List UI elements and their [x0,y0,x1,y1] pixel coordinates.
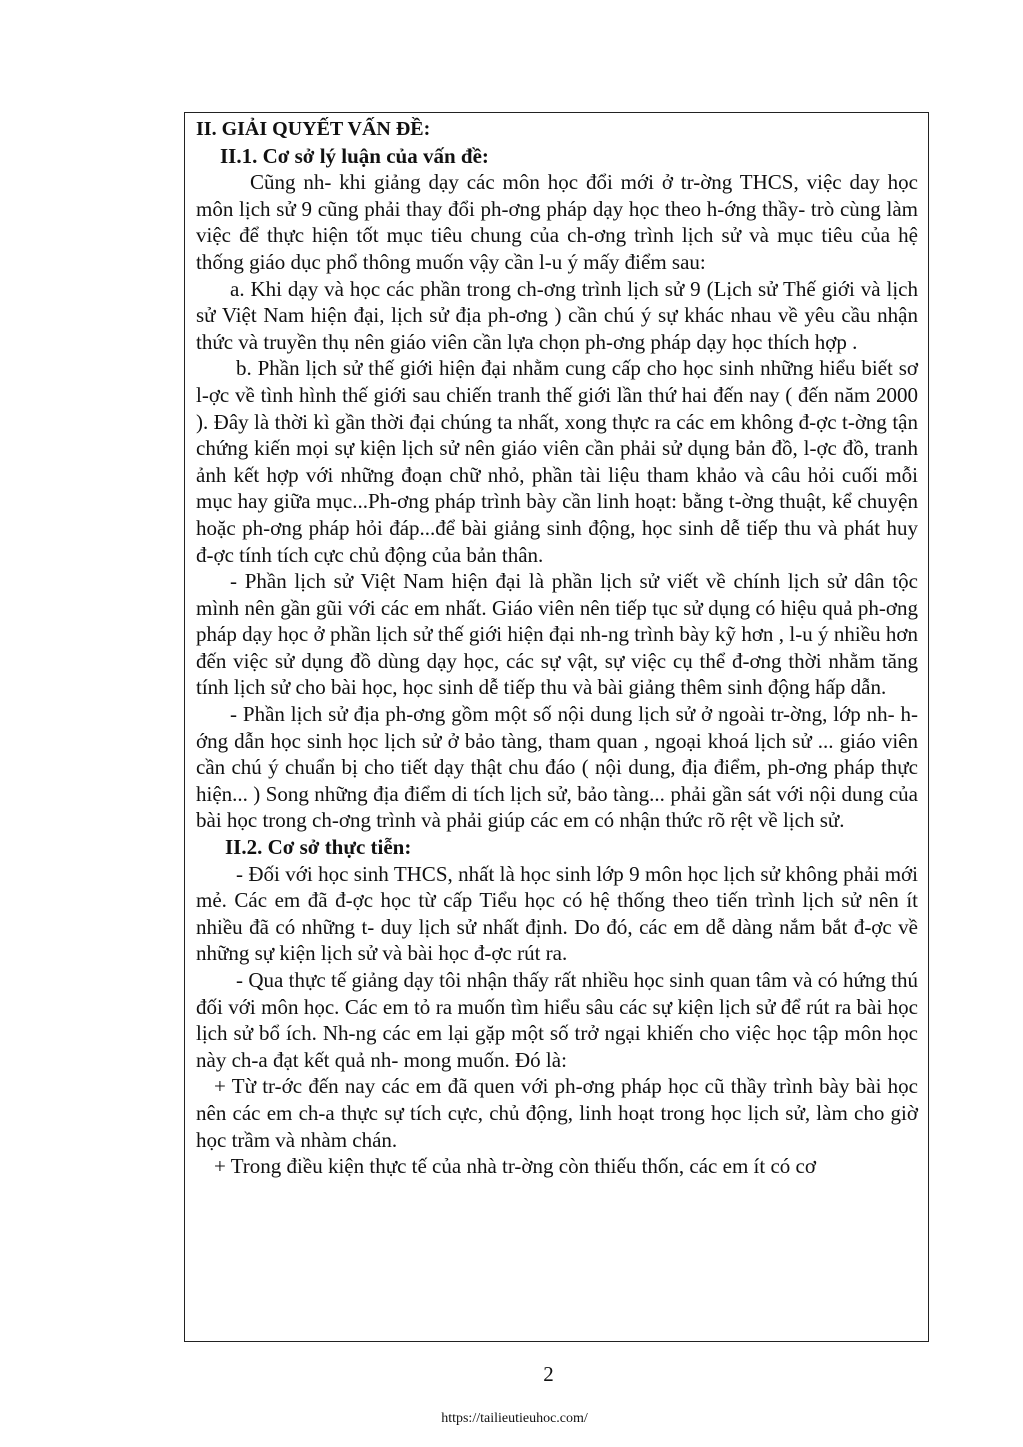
paragraph: - Qua thực tế giảng dạy tôi nhận thấy rất nhiều học sinh quan tâm và có hứng thú đối với môn học. Các em tỏ ra muốn tìm hiểu sâu các sự kiện lịch sử để rút ra bài học lịch sử bổ ích. Nh-ng các em lại gặp một số trở ngại khiến cho việc học tập môn học này ch-a đạt kết quả nh- mong muốn. Đó là: [196,968,918,1072]
paragraph: - Đối với học sinh THCS, nhất là học sinh lớp 9 môn học lịch sử không phải mới mẻ. Các em đã đ-ợc học từ cấp Tiểu học có hệ thống theo tiến trình lịch sử nên ít nhiều đã có những t- duy lịch sử nhất định. Do đó, các em dễ dàng nắm bắt đ-ợc về những sự kiện lịch sử và bài học đ-ợc rút ra. [196,861,918,966]
paragraph: + Từ tr-ớc đến nay các em đã quen với ph-ơng pháp học cũ thầy trình bày bài học nên các em ch-a thực sự tích cực, chủ động, linh hoạt trong học lịch sử, làm cho giờ học trầm và nhàm chán. [196,1074,918,1152]
paragraph: - Phần lịch sử địa ph-ơng gồm một số nội dung lịch sử ở ngoài tr-ờng, lớp nh- h-ớng dẫn học sinh học lịch sử ở bảo tàng, tham quan , ngoại khoá lịch sử ... giáo viên cần chú ý chuẩn bị cho tiết dạy thật chu đáo ( nội dung, địa điểm, ph-ơng pháp thực hiện... ) Song những địa điểm di tích lịch sử, bảo tàng... phải gần sát với nội dung của bài học trong ch-ơng trình và phải giúp các em có nhận thức rõ rệt về lịch sử. [196,702,918,833]
paragraph: + Trong điều kiện thực tế của nhà tr-ờng còn thiếu thốn, các em ít có cơ [214,1154,816,1179]
footer-url: https://tailieutieuhoc.com/ [441,1411,588,1426]
paragraph: b. Phần lịch sử thế giới hiện đại nhằm cung cấp cho học sinh những hiểu biết sơ l-ợc về tình hình thế giới sau chiến tranh thế giới lần thứ hai đến nay ( đến năm 2000 ). Đây là thời kì gần thời đại chúng ta nhất, xong thực ra các em không đ-ợc t-ờng tận chứng kiến mọi sự kiện lịch sử nên giáo viên cần phải sử dụng bản đồ, l-ợc đồ, tranh ảnh kết hợp với những đoạn chữ nhỏ, phần tài liệu tham khảo và câu hỏi cuối mỗi mục hay giữa mục...Ph-ơng pháp trình bày cần linh hoạt: bằng t-ờng thuật, kể chuyện hoặc ph-ơng pháp hỏi đáp...để bài giảng sinh động, học sinh dễ tiếp thu và phát huy đ-ợc tính tích cực chủ động của bản thân. [196,356,918,567]
section-heading: II. GIẢI QUYẾT VẤN ĐỀ: [196,118,431,140]
paragraph: a. Khi dạy và học các phần trong ch-ơng trình lịch sử 9 (Lịch sử Thế giới và lịch sử Việt Nam hiện đại, lịch sử địa ph-ơng ) cần chú ý sự khác nhau về yêu cầu nhận thức và truyền thụ nên giáo viên cần lựa chọn ph-ơng pháp dạy học thích hợp . [196,276,918,354]
subsection-heading-1: II.1. Cơ sở lý luận của vấn đề: [220,143,489,168]
page-number: 2 [543,1362,554,1386]
subsection-heading-2: II.2. Cơ sở thực tiễn: [225,835,412,860]
content-frame [184,112,929,1342]
paragraph: Cũng nh- khi giảng dạy các môn học đổi mới ở tr-ờng THCS, việc day học môn lịch sử 9 cũng phải thay đổi ph-ơng pháp dạy học theo h-ớng thầy- trò cùng làm việc để thực hiện tốt mục tiêu chung của ch-ơng trình lịch sử và mục tiêu của hệ thống giáo dục phổ thông muốn vậy cần l-u ý mấy điểm sau: [196,170,918,274]
paragraph: - Phần lịch sử Việt Nam hiện đại là phần lịch sử viết về chính lịch sử dân tộc mình nên gần gũi với các em nhất. Giáo viên nên tiếp tục sử dụng có hiệu quả ph-ơng pháp dạy học ở phần lịch sử thế giới hiện đại nh-ng trình bày kỹ hơn , l-u ý nhiều hơn đến việc sử dụng đồ dùng dạy học, các sự vật, sự việc cụ thể đ-ơng thời nhằm tăng tính lịch sử cho bài học, học sinh dễ tiếp thu và bài giảng thêm sinh động hấp dẫn. [196,569,918,700]
